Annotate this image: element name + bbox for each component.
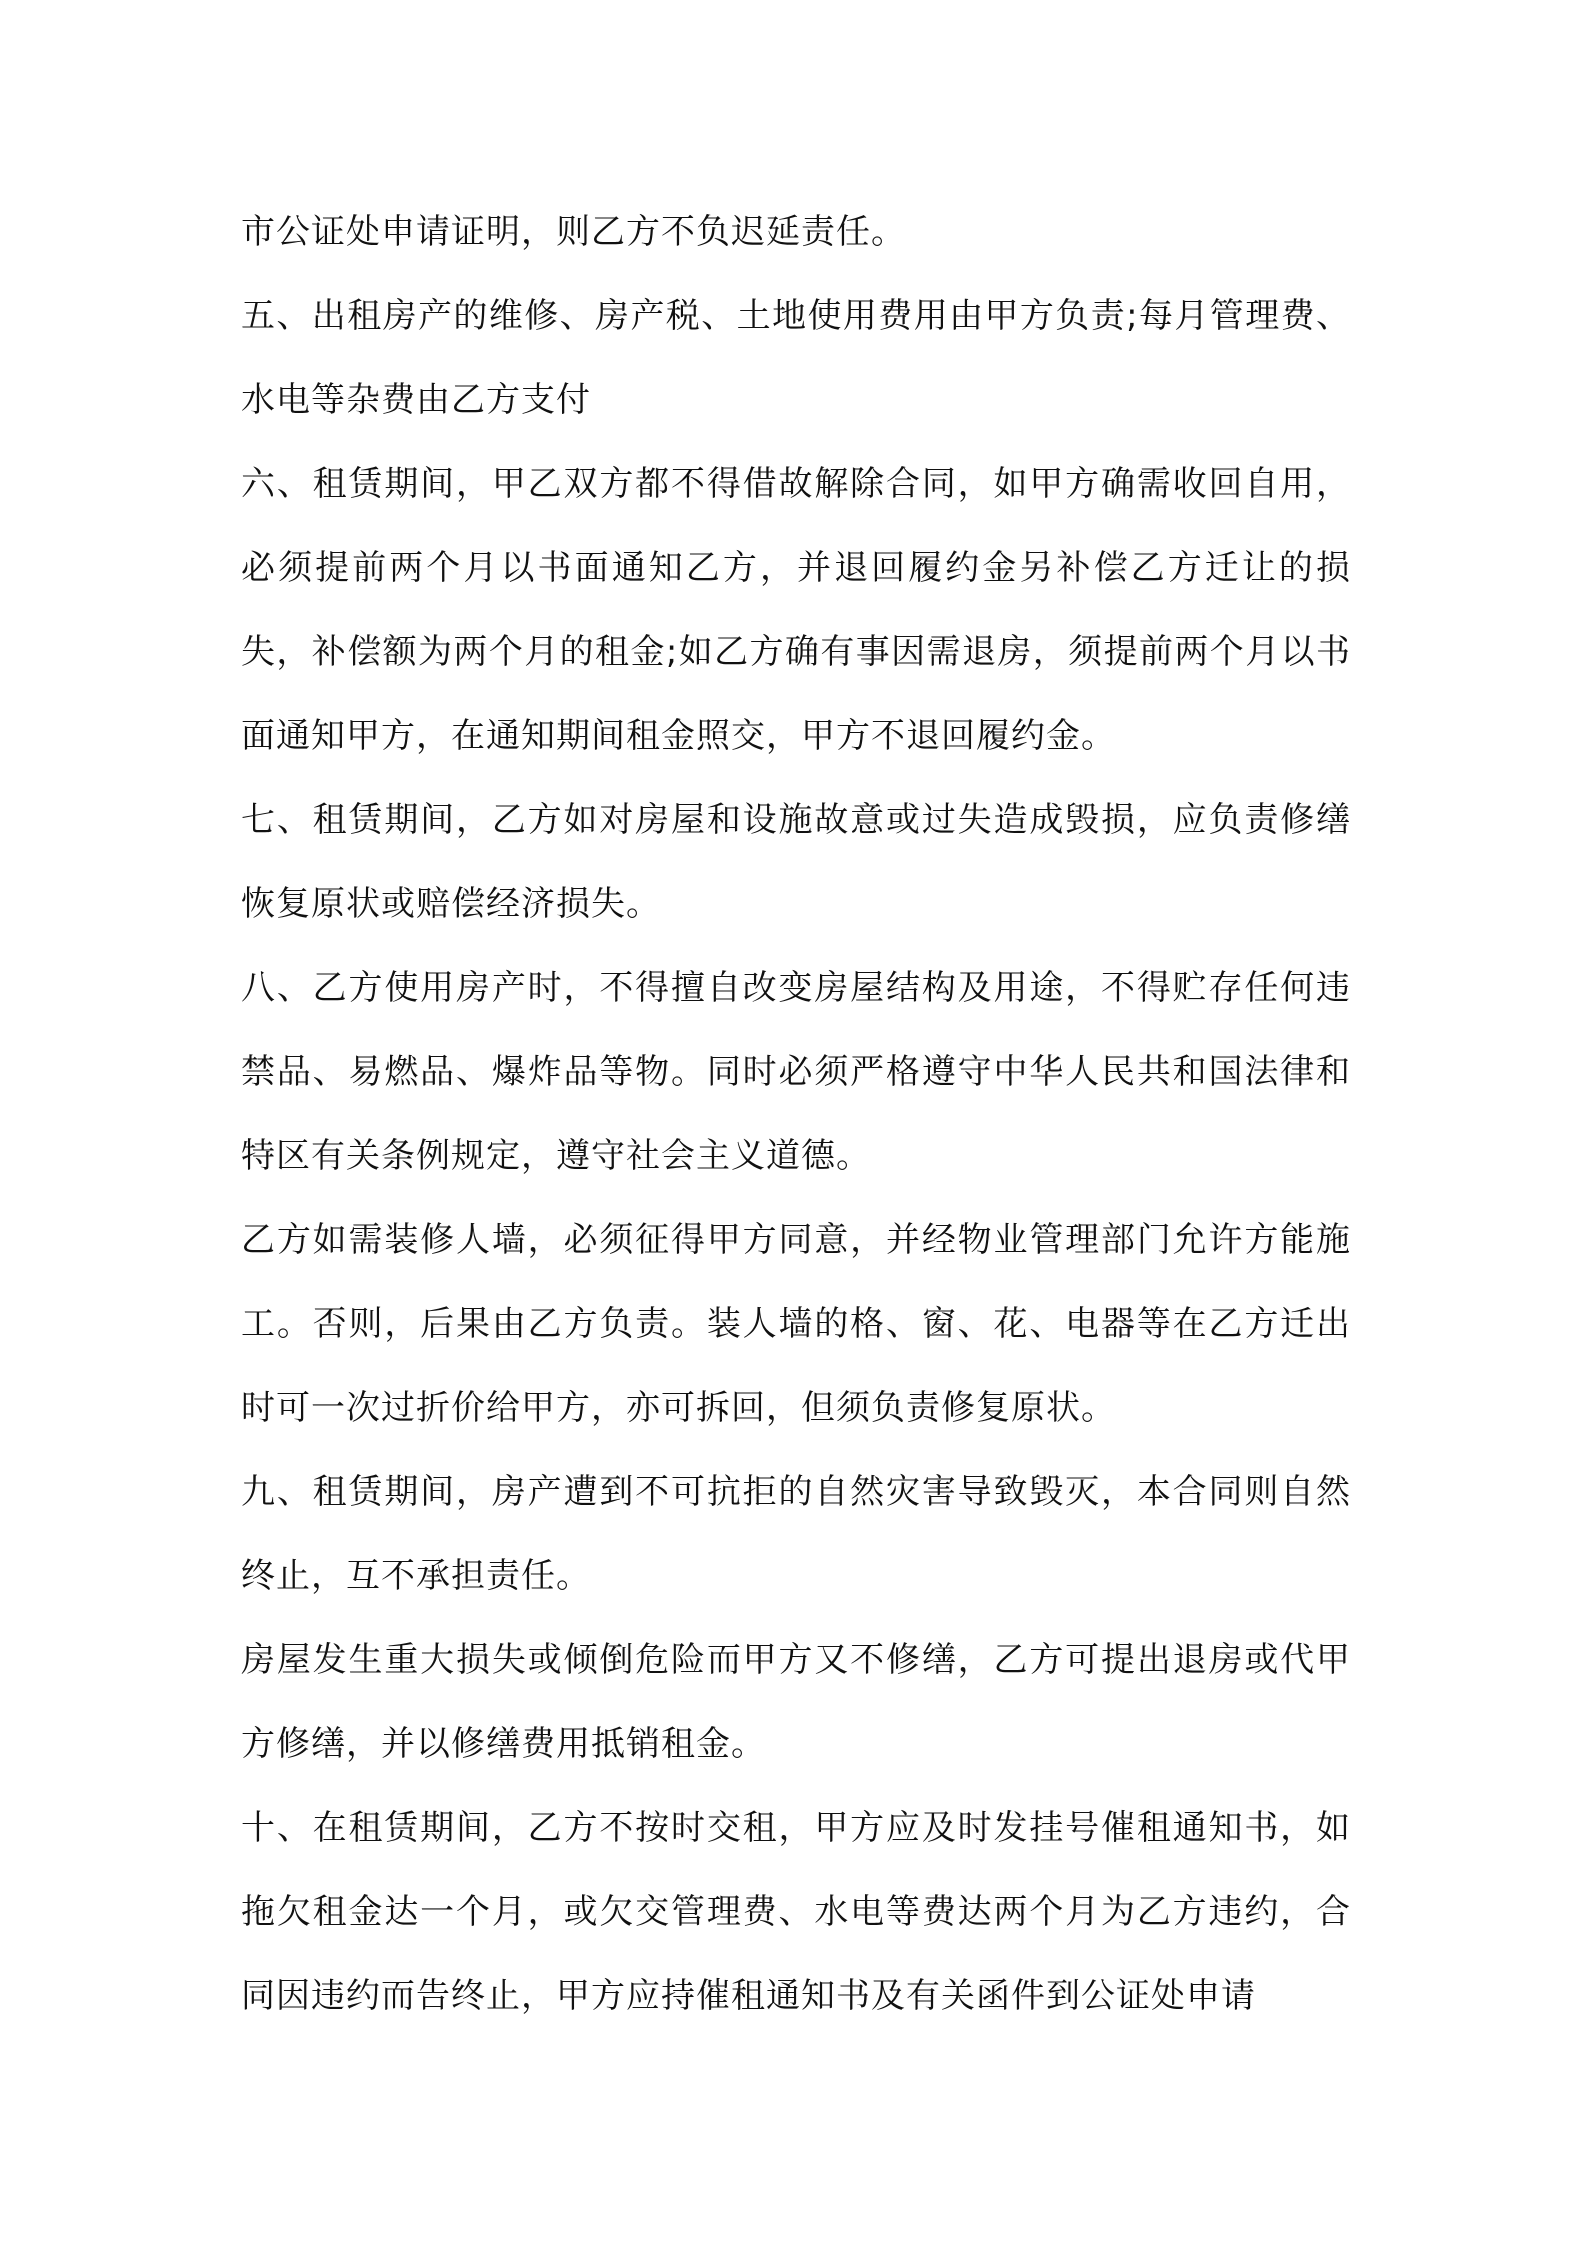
- clause-9: 九、租赁期间，房产遭到不可抗拒的自然灾害导致毁灭，本合同则自然终止，互不承担责任。: [241, 1472, 1351, 1596]
- clause-9-supplement: 房屋发生重大损失或倾倒危险而甲方又不修缮，乙方可提出退房或代甲方修缮，并以修缮费用抵销租金。: [241, 1640, 1351, 1764]
- clause-8-supplement: 乙方如需装修人墙，必须征得甲方同意，并经物业管理部门允许方能施工。否则，后果由乙方负责。装人墙的格、窗、花、电器等在乙方迁出时可一次过折价给甲方，亦可拆回，但须负责修复原状。: [241, 1220, 1351, 1428]
- contract-text: [241, 190, 1351, 2038]
- paragraph-continuation: 市公证处申请证明，则乙方不负迟延责任。: [241, 212, 906, 252]
- clause-7: 七、租赁期间，乙方如对房屋和设施故意或过失造成毁损，应负责修缮恢复原状或赔偿经济损失。: [241, 800, 1351, 924]
- clause-5: 五、出租房产的维修、房产税、土地使用费用由甲方负责;每月管理费、水电等杂费由乙方支付: [241, 296, 1351, 420]
- clause-8: 八、乙方使用房产时，不得擅自改变房屋结构及用途，不得贮存任何违禁品、易燃品、爆炸品等物。同时必须严格遵守中华人民共和国法律和特区有关条例规定，遵守社会主义道德。: [241, 968, 1351, 1176]
- clause-6: 六、租赁期间，甲乙双方都不得借故解除合同，如甲方确需收回自用，必须提前两个月以书面通知乙方，并退回履约金另补偿乙方迁让的损失，补偿额为两个月的租金;如乙方确有事因需退房，须提前两个月以书面通知甲方，在通知期间租金照交，甲方不退回履约金。: [241, 464, 1351, 756]
- clause-10: 十、在租赁期间，乙方不按时交租，甲方应及时发挂号催租通知书，如拖欠租金达一个月，或欠交管理费、水电等费达两个月为乙方违约，合同因违约而告终止，甲方应持催租通知书及有关函件到公证处申请: [241, 1808, 1351, 2016]
